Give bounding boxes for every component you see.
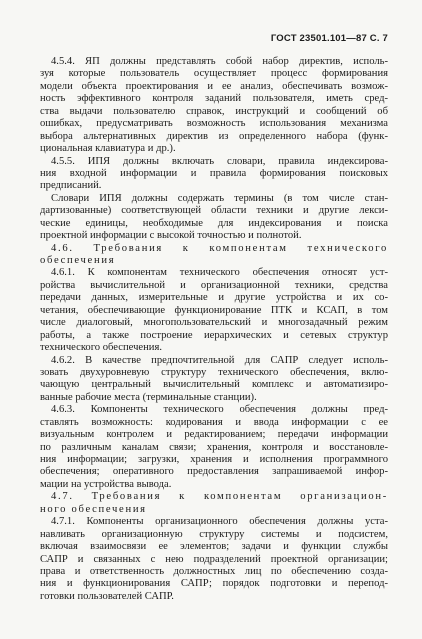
text-line: 4.6.2. В качестве предпочтительной для САПР следует исполь- bbox=[51, 354, 388, 366]
text-line: передачи данных, измерительные и другие устройства и их со- bbox=[40, 292, 388, 304]
text-line: числе диалоговый, многопользовательский и многозадачный режим bbox=[40, 317, 388, 329]
text-line: Словари ИПЯ должны содержать термины (в том числе стан- bbox=[51, 192, 388, 204]
document-body bbox=[40, 56, 388, 603]
text-line: обеспечения; оперативного предоставления запрашиваемой инфор- bbox=[40, 466, 388, 478]
text-line: чающую центральный вычислительный комплекс и автоматизиро- bbox=[40, 379, 388, 391]
text-line: предписаний. bbox=[40, 180, 102, 192]
text-line: ния и функционирования САПР; порядок подготовки и перепод- bbox=[40, 578, 388, 590]
text-line: ошибках, предусматривать возможность использования механизма bbox=[40, 118, 388, 130]
text-line: включая взаимосвязи ее элементов; задачи и функции службы bbox=[40, 541, 388, 553]
text-line: ческие единицы, необходимые для индексирования и поиска bbox=[40, 217, 388, 229]
text-line: 4.7.1. Компоненты организационного обеспечения должны уста- bbox=[51, 516, 388, 528]
text-line: 4.6.1. К компонентам технического обеспечения относят уст- bbox=[51, 267, 388, 279]
section-heading-line: 4.6. Требования к компонентам технического bbox=[51, 242, 388, 254]
text-line: готовки пользователей САПР. bbox=[40, 590, 174, 602]
text-line: ность эффективного контроля заданий пользователя, иметь сред- bbox=[40, 93, 388, 105]
text-line: визуальным контролем и редактированием; передачи информации bbox=[40, 429, 388, 441]
section-heading-line: обеспечения bbox=[40, 255, 116, 266]
text-line: проектной информации с высокой точностью и полнотой. bbox=[40, 230, 302, 242]
text-line: циональная клавиатура и др.). bbox=[40, 143, 176, 155]
text-line: ставлять возможность: кодирования и ввода информации с ее bbox=[40, 416, 388, 428]
text-line: технического обеспечения. bbox=[40, 342, 162, 354]
text-line: ния информации; загрузки, хранения и исполнения программного bbox=[40, 454, 388, 465]
text-line: ванные рабочие места (терминальные станции). bbox=[40, 391, 257, 403]
text-line: САПР и связанных с нею подразделений проектной организации; bbox=[40, 553, 388, 565]
text-line: ройства вычислительной и организационной техники, средства bbox=[40, 279, 388, 291]
text-line: дартизованные) соответствующей области техники и другие лекси- bbox=[40, 205, 388, 217]
text-line: ния входной информации и правила формирования поисковых bbox=[40, 167, 388, 179]
section-heading-line: 4.7. Требования к компонентам организацион- bbox=[51, 491, 388, 503]
text-line: работы, а также построение иерархических и сетевых структур bbox=[40, 329, 388, 341]
text-line: 4.6.3. Компоненты технического обеспечения должны пред- bbox=[51, 404, 388, 416]
text-line: зовать двухуровневую структуру технического обеспечения, вклю- bbox=[40, 366, 388, 378]
page-header: ГОСТ 23501.101—87 С. 7 bbox=[270, 33, 388, 44]
text-line: зуя которые пользователь осуществляет процесс формирования bbox=[40, 68, 388, 80]
text-line: ства выдачи пользователю справок, инструкций и сообщений об bbox=[40, 105, 388, 117]
text-line: модели объекта проектирования и ее анализ, обеспечивать возмож- bbox=[40, 80, 388, 92]
text-line: выбора альтернативных директив из определенного набора (функ- bbox=[40, 130, 388, 142]
text-line: права и ответственность должностных лиц по обеспечению созда- bbox=[40, 565, 388, 577]
text-line: 4.5.4. ЯП должны представлять собой набор директив, исполь- bbox=[51, 56, 388, 67]
text-line: мации на устройства вывода. bbox=[40, 478, 172, 490]
section-heading-line: ного обеспечения bbox=[40, 503, 147, 515]
text-line: навливать организационную структуру системы и подсистем, bbox=[40, 528, 388, 540]
text-line: по различным каналам связи; хранения, контроля и восстановле- bbox=[40, 441, 388, 453]
text-line: четания, обеспечивающие функционирование ПТК и КСАП, в том bbox=[40, 304, 388, 316]
text-line: 4.5.5. ИПЯ должны включать словари, правила индексирова- bbox=[51, 155, 388, 167]
